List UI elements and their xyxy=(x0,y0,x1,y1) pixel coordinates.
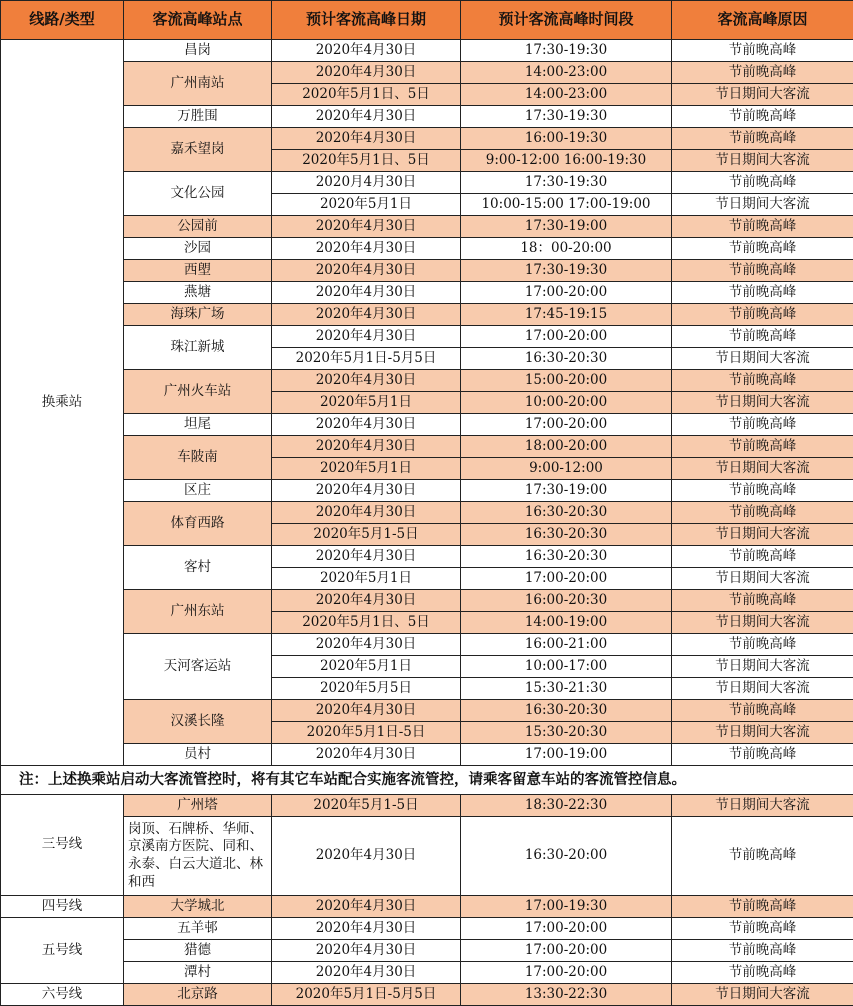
date-cell: 2020年4月30日 xyxy=(272,817,461,896)
time-cell: 9:00-12:00 xyxy=(461,458,672,480)
date-cell: 2020年4月30日 xyxy=(272,238,461,260)
date-cell: 2020年4月30日 xyxy=(272,106,461,128)
reason-cell: 节日期间大客流 xyxy=(672,678,853,700)
note-row xyxy=(1,766,853,795)
station-cell: 广州南站 xyxy=(124,62,272,106)
time-cell: 17:30-19:00 xyxy=(461,216,672,238)
table-row xyxy=(1,984,853,1006)
table-row xyxy=(1,40,853,62)
category-line-6: 六号线 xyxy=(1,984,124,1006)
category-line-3: 三号线 xyxy=(1,795,124,896)
station-cell: 文化公园 xyxy=(124,172,272,216)
station-cell: 嘉禾望岗 xyxy=(124,128,272,172)
station-cell: 岗顶、石牌桥、华师、京溪南方医院、同和、永泰、白云大道北、林和西 xyxy=(124,817,272,896)
date-cell: 2020年4月30日 xyxy=(272,700,461,722)
time-cell: 17:00-19:00 xyxy=(461,744,672,766)
reason-cell: 节日期间大客流 xyxy=(672,722,853,744)
date-cell: 2020年5月1日 xyxy=(272,194,461,216)
station-cell: 汉溪长隆 xyxy=(124,700,272,744)
table-row xyxy=(1,370,853,392)
time-cell: 17:45-19:15 xyxy=(461,304,672,326)
table-row xyxy=(1,744,853,766)
date-cell: 2020年4月30日 xyxy=(272,62,461,84)
time-cell: 9:00-12:00 16:00-19:30 xyxy=(461,150,672,172)
reason-cell: 节日期间大客流 xyxy=(672,568,853,590)
date-cell: 2020年4月30日 xyxy=(272,282,461,304)
station-cell: 北京路 xyxy=(124,984,272,1006)
station-cell: 燕塘 xyxy=(124,282,272,304)
reason-cell: 节前晚高峰 xyxy=(672,260,853,282)
reason-cell: 节前晚高峰 xyxy=(672,370,853,392)
time-cell: 15:30-21:30 xyxy=(461,678,672,700)
date-cell: 2020年4月30日 xyxy=(272,260,461,282)
time-cell: 17:30-19:30 xyxy=(461,260,672,282)
reason-cell: 节前晚高峰 xyxy=(672,106,853,128)
date-cell: 2020年5月1-5日 xyxy=(272,795,461,817)
header-row xyxy=(1,1,853,40)
reason-cell: 节前晚高峰 xyxy=(672,128,853,150)
reason-cell: 节前晚高峰 xyxy=(672,282,853,304)
time-cell: 16:30-20:30 xyxy=(461,348,672,370)
date-cell: 2020年5月1日 xyxy=(272,656,461,678)
table-row xyxy=(1,282,853,304)
time-cell: 10:00-20:00 xyxy=(461,392,672,414)
table-row xyxy=(1,216,853,238)
time-cell: 17:30-19:30 xyxy=(461,172,672,194)
header-date: 预计客流高峰日期 xyxy=(272,1,461,40)
date-cell: 2020年4月30日 xyxy=(272,128,461,150)
date-cell: 2020年5月1日、5日 xyxy=(272,150,461,172)
date-cell: 2020年4月30日 xyxy=(272,480,461,502)
reason-cell: 节前晚高峰 xyxy=(672,546,853,568)
reason-cell: 节前晚高峰 xyxy=(672,172,853,194)
date-cell: 2020年4月30日 xyxy=(272,326,461,348)
date-cell: 2020年4月30日 xyxy=(272,216,461,238)
header-line-type: 线路/类型 xyxy=(1,1,124,40)
time-cell: 16:00-21:00 xyxy=(461,634,672,656)
reason-cell: 节日期间大客流 xyxy=(672,392,853,414)
date-cell: 2020年4月30日 xyxy=(272,634,461,656)
date-cell: 2020年5月1日、5日 xyxy=(272,84,461,106)
station-cell: 广州塔 xyxy=(124,795,272,817)
time-cell: 15:00-20:00 xyxy=(461,370,672,392)
table-row xyxy=(1,106,853,128)
time-cell: 16:30-20:30 xyxy=(461,502,672,524)
station-cell: 沙园 xyxy=(124,238,272,260)
station-cell: 五羊邨 xyxy=(124,918,272,940)
date-cell: 2020月4月30日 xyxy=(272,172,461,194)
table-row xyxy=(1,962,853,984)
station-cell: 公园前 xyxy=(124,216,272,238)
date-cell: 2020年5月1-5日 xyxy=(272,524,461,546)
date-cell: 2020年4月30日 xyxy=(272,744,461,766)
date-cell: 2020年4月30日 xyxy=(272,962,461,984)
station-cell: 珠江新城 xyxy=(124,326,272,370)
reason-cell: 节前晚高峰 xyxy=(672,940,853,962)
station-cell: 西塱 xyxy=(124,260,272,282)
reason-cell: 节前晚高峰 xyxy=(672,304,853,326)
reason-cell: 节日期间大客流 xyxy=(672,656,853,678)
date-cell: 2020年4月30日 xyxy=(272,502,461,524)
table-body xyxy=(1,40,853,1006)
time-cell: 18：00-20:00 xyxy=(461,238,672,260)
date-cell: 2020年5月1日 xyxy=(272,568,461,590)
reason-cell: 节日期间大客流 xyxy=(672,194,853,216)
time-cell: 16:30-20:00 xyxy=(461,817,672,896)
table-row xyxy=(1,940,853,962)
time-cell: 16:30-20:30 xyxy=(461,546,672,568)
date-cell: 2020年4月30日 xyxy=(272,918,461,940)
time-cell: 17:30-19:30 xyxy=(461,106,672,128)
date-cell: 2020年5月1日-5月5日 xyxy=(272,984,461,1006)
time-cell: 16:00-19:30 xyxy=(461,128,672,150)
station-cell: 大学城北 xyxy=(124,896,272,918)
reason-cell: 节日期间大客流 xyxy=(672,150,853,172)
time-cell: 10:00-15:00 17:00-19:00 xyxy=(461,194,672,216)
reason-cell: 节前晚高峰 xyxy=(672,962,853,984)
table-row xyxy=(1,436,853,458)
reason-cell: 节前晚高峰 xyxy=(672,817,853,896)
reason-cell: 节前晚高峰 xyxy=(672,700,853,722)
time-cell: 17:30-19:00 xyxy=(461,480,672,502)
table-row xyxy=(1,304,853,326)
time-cell: 14:00-23:00 xyxy=(461,84,672,106)
category-transfer: 换乘站 xyxy=(1,40,124,766)
station-cell: 万胜围 xyxy=(124,106,272,128)
reason-cell: 节前晚高峰 xyxy=(672,436,853,458)
time-cell: 13:30-22:30 xyxy=(461,984,672,1006)
reason-cell: 节前晚高峰 xyxy=(672,502,853,524)
date-cell: 2020年4月30日 xyxy=(272,590,461,612)
table-row xyxy=(1,128,853,150)
station-cell: 广州东站 xyxy=(124,590,272,634)
table-row xyxy=(1,590,853,612)
date-cell: 2020年4月30日 xyxy=(272,304,461,326)
reason-cell: 节日期间大客流 xyxy=(672,84,853,106)
station-cell: 员村 xyxy=(124,744,272,766)
table-row xyxy=(1,260,853,282)
table-row xyxy=(1,896,853,918)
table-row xyxy=(1,918,853,940)
reason-cell: 节前晚高峰 xyxy=(672,634,853,656)
reason-cell: 节前晚高峰 xyxy=(672,414,853,436)
time-cell: 17:00-20:00 xyxy=(461,326,672,348)
reason-cell: 节前晚高峰 xyxy=(672,62,853,84)
reason-cell: 节前晚高峰 xyxy=(672,480,853,502)
reason-cell: 节日期间大客流 xyxy=(672,984,853,1006)
reason-cell: 节日期间大客流 xyxy=(672,458,853,480)
time-cell: 17:00-20:00 xyxy=(461,962,672,984)
station-cell: 潭村 xyxy=(124,962,272,984)
reason-cell: 节前晚高峰 xyxy=(672,590,853,612)
table-row xyxy=(1,634,853,656)
time-cell: 17:00-20:00 xyxy=(461,568,672,590)
station-cell: 坦尾 xyxy=(124,414,272,436)
header-time: 预计客流高峰时间段 xyxy=(461,1,672,40)
time-cell: 17:00-20:00 xyxy=(461,940,672,962)
table-row xyxy=(1,817,853,896)
time-cell: 14:00-23:00 xyxy=(461,62,672,84)
date-cell: 2020年5月1日 xyxy=(272,458,461,480)
table-row xyxy=(1,795,853,817)
reason-cell: 节前晚高峰 xyxy=(672,326,853,348)
time-cell: 17:30-19:30 xyxy=(461,40,672,62)
time-cell: 17:00-20:00 xyxy=(461,918,672,940)
station-cell: 体育西路 xyxy=(124,502,272,546)
reason-cell: 节日期间大客流 xyxy=(672,795,853,817)
date-cell: 2020年4月30日 xyxy=(272,370,461,392)
time-cell: 17:00-20:00 xyxy=(461,414,672,436)
category-line-4: 四号线 xyxy=(1,896,124,918)
table-row xyxy=(1,238,853,260)
station-cell: 天河客运站 xyxy=(124,634,272,700)
category-line-5: 五号线 xyxy=(1,918,124,984)
reason-cell: 节日期间大客流 xyxy=(672,348,853,370)
table-row xyxy=(1,480,853,502)
table-row xyxy=(1,326,853,348)
reason-cell: 节前晚高峰 xyxy=(672,216,853,238)
date-cell: 2020年4月30日 xyxy=(272,40,461,62)
date-cell: 2020年4月30日 xyxy=(272,896,461,918)
date-cell: 2020年5月1日-5月5日 xyxy=(272,348,461,370)
table-row xyxy=(1,172,853,194)
reason-cell: 节日期间大客流 xyxy=(672,524,853,546)
time-cell: 17:00-20:00 xyxy=(461,282,672,304)
station-cell: 昌岗 xyxy=(124,40,272,62)
station-cell: 车陂南 xyxy=(124,436,272,480)
reason-cell: 节前晚高峰 xyxy=(672,744,853,766)
time-cell: 16:30-20:30 xyxy=(461,524,672,546)
time-cell: 18:30-22:30 xyxy=(461,795,672,817)
station-cell: 海珠广场 xyxy=(124,304,272,326)
reason-cell: 节前晚高峰 xyxy=(672,918,853,940)
table-row xyxy=(1,62,853,84)
header-reason: 客流高峰原因 xyxy=(672,1,853,40)
date-cell: 2020年5月1日、5日 xyxy=(272,612,461,634)
date-cell: 2020年5月1日-5日 xyxy=(272,722,461,744)
reason-cell: 节日期间大客流 xyxy=(672,612,853,634)
station-cell: 猎德 xyxy=(124,940,272,962)
station-cell: 区庄 xyxy=(124,480,272,502)
time-cell: 10:00-17:00 xyxy=(461,656,672,678)
time-cell: 15:30-20:30 xyxy=(461,722,672,744)
reason-cell: 节前晚高峰 xyxy=(672,40,853,62)
date-cell: 2020年5月1日 xyxy=(272,392,461,414)
table-row xyxy=(1,502,853,524)
time-cell: 18:00-20:00 xyxy=(461,436,672,458)
date-cell: 2020年5月5日 xyxy=(272,678,461,700)
time-cell: 16:30-20:30 xyxy=(461,700,672,722)
transfer-note: 注：上述换乘站启动大客流管控时，将有其它车站配合实施客流管控，请乘客留意车站的客流管控信息。 xyxy=(1,766,853,795)
table-row xyxy=(1,700,853,722)
table-row xyxy=(1,414,853,436)
header-station: 客流高峰站点 xyxy=(124,1,272,40)
time-cell: 14:00-19:00 xyxy=(461,612,672,634)
date-cell: 2020年4月30日 xyxy=(272,414,461,436)
reason-cell: 节前晚高峰 xyxy=(672,238,853,260)
station-cell: 广州火车站 xyxy=(124,370,272,414)
date-cell: 2020年4月30日 xyxy=(272,940,461,962)
time-cell: 17:00-19:30 xyxy=(461,896,672,918)
date-cell: 2020年4月30日 xyxy=(272,546,461,568)
station-cell: 客村 xyxy=(124,546,272,590)
time-cell: 16:00-20:30 xyxy=(461,590,672,612)
date-cell: 2020年4月30日 xyxy=(272,436,461,458)
reason-cell: 节前晚高峰 xyxy=(672,896,853,918)
table-row xyxy=(1,546,853,568)
